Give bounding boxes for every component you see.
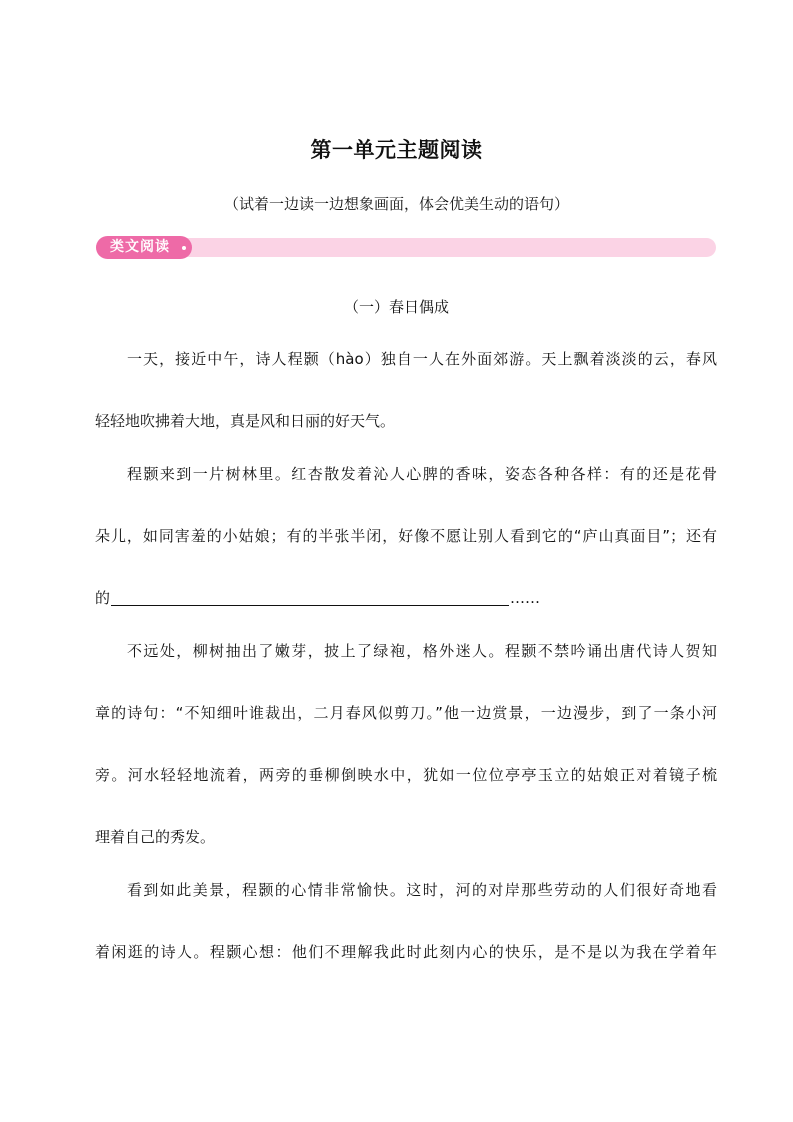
paragraph-line: 旁。河水轻轻地流着，两旁的垂柳倒映水中，犹如一位位亭亭玉立的姑娘正对着镜子梳 [95,766,717,784]
paragraph-line: 轻轻地吹拂着大地，真是风和日丽的好天气。 [95,412,396,430]
fill-in-line [95,587,717,608]
paragraph-line: 朵儿，如同害羞的小姑娘；有的半张半闭，好像不愿让别人看到它的“庐山真面目”；还有 [95,527,717,545]
paragraph-line: 不远处，柳树抽出了嫩芽，披上了绿袍，格外迷人。程颢不禁吟诵出唐代诗人贺知 [127,642,717,660]
section-tag-label: 类文阅读 [110,239,170,255]
page-title: 第一单元主题阅读 [310,138,483,162]
paragraph-line: 一天，接近中午，诗人程颢（hào）独自一人在外面郊游。天上飘着淡淡的云，春风 [127,350,717,368]
answer-blank[interactable] [111,588,509,606]
paragraph-line: 章的诗句：“不知细叶谁裁出，二月春风似剪刀。”他一边赏景，一边漫步，到了一条小河 [95,704,717,722]
paragraph-line: 程颢来到一片树林里。红杏散发着沁人心脾的香味，姿态各种各样：有的还是花骨 [127,465,717,483]
section-tag [96,236,192,259]
bullet-dot-icon [182,246,186,250]
paragraph-line: 看到如此美景，程颢的心情非常愉快。这时，河的对岸那些劳动的人们很好奇地看 [127,881,717,899]
page-subtitle: （试着一边读一边想象画面，体会优美生动的语句） [223,195,569,213]
fill-in-prefix: 的 [95,589,111,607]
paragraph-line: 理着自己的秀发。 [95,828,216,846]
story-title: （一）春日偶成 [343,298,449,316]
paragraph-line: 着闲逛的诗人。程颢心想：他们不理解我此时此刻内心的快乐，是不是以为我在学着年 [95,943,717,961]
fill-in-ellipsis: …… [510,589,541,607]
